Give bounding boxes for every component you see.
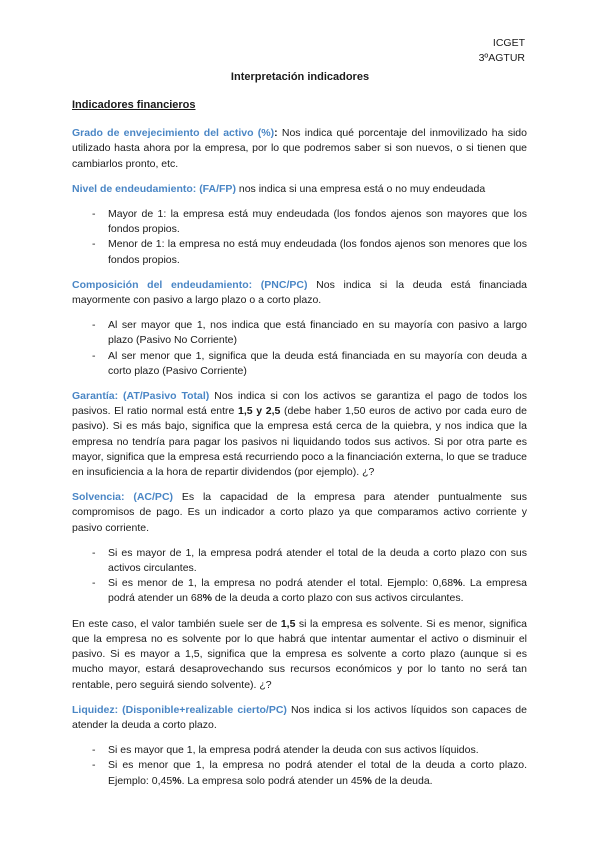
list-item xyxy=(72,576,527,606)
term-composicion: Composición del endeudamiento: (PNC/PC) xyxy=(72,278,308,291)
section-title: Indicadores financieros xyxy=(72,99,196,111)
document-title: Interpretación indicadores xyxy=(230,71,370,83)
list-item: - Si es mayor que 1, la empresa podrá atender la deuda con sus activos líquidos. xyxy=(72,743,527,758)
paragraph-solvencia xyxy=(72,490,527,536)
bold-percent: % xyxy=(362,774,372,787)
paragraph-text: Nos indica si los activos líquidos son capaces de atender la deuda a corto plazo. xyxy=(72,703,527,731)
list-text: Si es menor que 1, la empresa no podrá atender el total de la deuda a corto plazo. Ejemplo: 0,45 xyxy=(108,759,527,787)
paragraph-composicion xyxy=(72,278,527,308)
list-item: - Si es mayor de 1, la empresa podrá atender el total de la deuda a corto plazo con sus activos circulantes. xyxy=(72,546,527,576)
paragraph-garantia xyxy=(72,389,527,480)
paragraph-liquidez xyxy=(72,703,527,733)
bold-value: 1,5 xyxy=(280,617,296,630)
term-garantia: Garantía: (AT/Pasivo Total) xyxy=(72,390,210,403)
paragraph-text: Nos indica si con los activos se garantiza el pago de todos los pasivos. El ratio normal está entre xyxy=(72,390,528,418)
paragraph-text: En este caso, el valor también suele ser de xyxy=(72,617,281,630)
list-item xyxy=(72,758,527,788)
list-text: de la deuda. xyxy=(371,774,433,787)
term-endeudamiento: Nivel de endeudamiento: (FA/FP) xyxy=(72,182,236,195)
paragraph-text: Nos indica qué porcentaje del inmovilizado ha sido utilizado hasta ahora por la empresa, por lo que podremos saber si son nuevos, o si tienen que cambiarlos pronto, etc. xyxy=(72,127,527,170)
list-solvencia xyxy=(72,546,527,607)
paragraph-text: Es la capacidad de la empresa para atender puntualmente sus compromisos de pago. Es un indicador a corto plazo ya que comparamos activo corriente y pasivo corriente. xyxy=(72,491,527,534)
term-separator: : xyxy=(274,127,282,140)
bold-percent: % xyxy=(453,577,463,590)
paragraph-text: Nos indica si la deuda está financiada mayormente con pasivo a largo plazo o a corto plazo. xyxy=(72,278,527,307)
header xyxy=(479,36,525,66)
paragraph-text: (debe haber 1,50 euros de activo por cada euro de pasivo). Si es más bajo, significa que la empresa está cerca de la quiebra, y nos indica que la empresa no tendría para pagar los pasivos ni liquidando todos sus activos. Si por otra parte es mayor, significa que la empresa está recurriendo poco a la financiación externa, lo que se traduce en insuficiencia a la hora de repartir dividendos (por ejemplo). ¿? xyxy=(72,405,527,479)
paragraph-envejecimiento xyxy=(72,126,527,172)
paragraph-endeudamiento xyxy=(72,182,527,197)
document-body xyxy=(72,98,527,799)
header-line-2: 3ºAGTUR xyxy=(478,52,525,64)
paragraph-text: nos indica si una empresa está o no muy endeudada xyxy=(235,182,486,195)
list-text: Si es menor de 1, la empresa no podrá atender el total. Ejemplo: 0,68 xyxy=(108,577,454,590)
term-liquidez: Liquidez: (Disponible+realizable cierto/PC) xyxy=(72,703,287,716)
list-composicion xyxy=(72,318,527,379)
list-text: de la deuda a corto plazo con sus activos circulantes. xyxy=(211,592,464,605)
bold-percent: % xyxy=(172,774,182,787)
list-item: - Mayor de 1: la empresa está muy endeudada (los fondos ajenos son mayores que los fondos propios. xyxy=(72,207,527,237)
list-item: - Al ser mayor que 1, nos indica que está financiado en su mayoría con pasivo a largo plazo (Pasivo No Corriente) xyxy=(72,318,527,348)
bold-range: 1,5 y 2,5 xyxy=(238,405,281,418)
list-text: . La empresa podrá atender un 68 xyxy=(108,577,527,605)
list-endeudamiento xyxy=(72,207,527,268)
paragraph-text: si la empresa es solvente. Si es menor, significa que la empresa no es solvente por lo que habrá que intentar aumentar el activo o disminuir el pasivo. Si es mayor a 1,5, significa que la empresa es solvente a corto plazo (aunque si es mucho mayor, estará desaprovechando sus recursos económicos y por lo tanto no será tan rentable, pero seguirá siendo solvente). ¿? xyxy=(72,617,527,691)
term-envejecimiento: Grado de envejecimiento del activo (%) xyxy=(72,127,275,140)
list-text: . La empresa solo podrá atender un 45 xyxy=(181,774,363,787)
list-item: - Al ser menor que 1, significa que la deuda está financiada en su mayoría con deuda a corto plazo (Pasivo Corriente) xyxy=(72,349,527,379)
paragraph-solvencia-detalle xyxy=(72,617,527,693)
list-liquidez xyxy=(72,743,527,789)
term-solvencia: Solvencia: (AC/PC) xyxy=(72,491,174,504)
header-line-1: ICGET xyxy=(492,37,525,49)
bold-percent: % xyxy=(202,592,212,605)
list-item: - Menor de 1: la empresa no está muy endeudada (los fondos ajenos son menores que los fondos propios. xyxy=(72,237,527,267)
